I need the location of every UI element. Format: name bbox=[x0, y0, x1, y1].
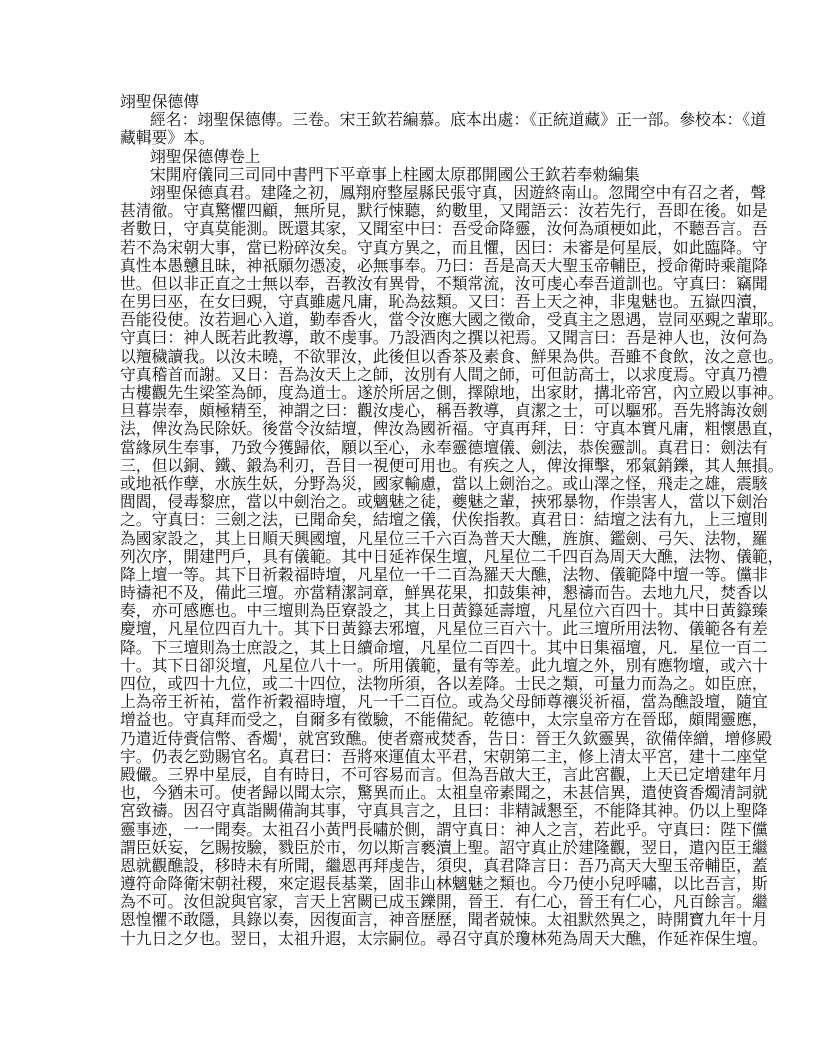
body-text-line: 守真曰：神人既若此教導，敢不虔事。乃設酒肉之撰以祀焉。又聞言曰：吾是神人也，汝何為 bbox=[120, 328, 768, 348]
body-text-line: 翊聖保德真君。建隆之初，鳳翔府整屋縣民張守真，因遊終南山。忽聞空中有召之者，聲 bbox=[150, 182, 767, 202]
body-text-line: 恩惶懼不敢隱，具錄以奏，因復面言，神音歷歷，聞者兢悚。太祖默然異之，時開寶九年十月 bbox=[120, 910, 768, 930]
body-text-line: 為國家設之，其上日順天興國壇，凡星位三千六百為普天大醮，旌旗、鑑劍、弓矢、法物，羅 bbox=[120, 528, 768, 548]
body-text-line: 甚清徹。守真驚懼四顧，無所見，默行悚聽，約數里，又聞語云：汝若先行，吾即在後。如是 bbox=[120, 201, 768, 221]
body-text-line: 宮致禱。因召守真詣闕備詢其事，守真具言之，且曰：非精誠懇至，不能降其神。仍以上聖降 bbox=[120, 801, 768, 821]
body-text-line: 或地祇作孽，水族生妖，分野為災，國家輸慮，當以上劍治之。或山澤之怪，飛走之雄，震駭 bbox=[120, 473, 768, 493]
body-text-line: 以羶穢讀我。以汝未曉，不欲罪汝，此後但以香茶及素食、鮮果為供。吾雖不食飲，汝之意也。 bbox=[120, 346, 784, 366]
body-text-line: 遵符命降衛宋朝社稷，來定遐長基業，固非山林魑魅之類也。今乃使小兒呼嘯，以比吾言，斯 bbox=[120, 874, 768, 894]
header-line: 翊聖保德傳卷上 bbox=[150, 146, 261, 166]
body-text-line: 奏，亦可感應也。中三壇則為臣寮設之，其上日黃籙延壽壇，凡星位六百四十。其中日黃籙臻 bbox=[120, 601, 768, 621]
body-text-line: 時禱祀不及，備此三壇。亦當精潔詞章，鮮異花果，扣鼓集神，懇禱而告。去地九尺，焚香以 bbox=[120, 583, 768, 603]
body-text-line: 古樓觀先生梁筌為師，度為道士。遂於所居之側，擇隙地，出家財，搆北帝宮，內立殿以事神。 bbox=[120, 383, 784, 402]
body-text-line: 為不可。汝但說與官家，言天上宮闕已成玉鑠開，晉王．有仁心，晉王有仁心，凡百餘言。繼 bbox=[120, 892, 768, 912]
document-page bbox=[120, 92, 784, 948]
body-text-line: 在男曰巫，在女曰覡，守真雖處凡庸，恥為玆類。又曰：吾上天之神，非鬼魅也。五嶽四瀆， bbox=[120, 292, 768, 312]
body-text-line: 旦暮崇奉，頗極精至，神謂之曰：觀汝虔心，稱吾教導，貞潔之士，可以驅邪。吾先將誨汝劍 bbox=[120, 401, 768, 421]
body-text-line: 者數日，守真莫能測。既還其家，又聞室中曰：吾受命降靈，汝何為頑梗如此，不聽吾言。吾 bbox=[120, 219, 768, 239]
header-line: 經名：翊聖保德傳。三卷。宋王欽若編慕。底本出處：《正統道藏》正一部。參校本：《道 bbox=[150, 110, 767, 130]
body-text-line: 殿儼。三界中星辰，自有時日，不可容易而言。但為吾啟大王，言此宮觀，上天已定增建年月 bbox=[120, 764, 768, 784]
body-text-line: 真性本愚戇且昧，神祇願勿憑凌，必無事奉。乃曰：吾是高天大聖玉帝輔臣，授命衛時乘龍降 bbox=[120, 255, 768, 275]
body-text-line: 之。守真曰：三劍之法，已聞命矣，結壇之儀，伏俟指教。真君日：結壇之法有九，上三壇則 bbox=[120, 510, 768, 530]
body-text-line: 增益也。守真拜而受之，自爾多有徵驗，不能備紀。乾德中，太宗皇帝方在晉邸，頗聞靈應， bbox=[120, 710, 768, 730]
body-text-line: 降上壇一等。其下日祈穀福時壇，凡星位一千二百為羅天大醮，法物、儀範降中壇一等。儻非 bbox=[120, 564, 768, 584]
document-title: 翊聖保德傳 bbox=[120, 92, 199, 111]
body-text-line: 十。其下日卻災壇，凡星位八十一。所用儀範，量有等差。此九壇之外，別有應物壇，或六十 bbox=[120, 655, 768, 675]
body-text-line: 也，今猶未可。使者歸以聞太宗，驚異而止。太祖皇帝素聞之，未甚信異，遣使資香燭清詞就 bbox=[120, 783, 768, 803]
body-text-line: 宇。仍表乞勁賜官名。真君曰：吾將來運值太平君，宋朝第二主，修上清太平宮，建十二座堂 bbox=[120, 746, 768, 766]
body-text-line: 世。但以非正直之士無以奉，吾教汝有異骨，不類常流，汝可虔心奉吾道訓也。守真曰：竊聞 bbox=[120, 273, 768, 293]
body-text-line: 若不為宋朝大事，當已粉碎汝矣。守真方異之，而且懼，因曰：未審是何星辰，如此臨降。守 bbox=[120, 237, 768, 257]
body-text-line: 上為帝王祈祐，當作祈穀福時壇，凡一千二百位。或為父母師尊禳災祈福，當為醮設壇，隨宜 bbox=[120, 692, 768, 712]
body-text-line: 乃遣近侍賫信幣、香燭'，就宮致醮。使者齋戒焚香，告日：晉王久欽靈異，欲備倖繒，增修殿 bbox=[120, 728, 773, 748]
body-text-line: 吾能役使。汝若迴心入道，勤奉香火，當令汝應大國之徵命，受真主之恩遇，豈同巫覡之輩耶。 bbox=[120, 310, 784, 330]
body-text-line: 當緣夙生奉事，乃致今獲歸依，願以至心，永奉靈德壇儀、劍法，恭俟靈訓。真君日：劍法有 bbox=[120, 437, 768, 457]
body-text-line: 守真稽首而謝。又日：吾為汝天上之師，汝別有人間之師，可但訪高士，以求度焉。守真乃禮 bbox=[120, 364, 768, 384]
body-text-line: 慶壇，凡星位四百九十。其下日黃籙去邪壇，凡星位三百六十。此三壇所用法物、儀範各有差 bbox=[120, 619, 768, 639]
body-text-line: 降。下三壇則為士庶設之，其上日續命壇，凡星位二百四十。其中日集福壇，凡．星位一百二 bbox=[120, 637, 768, 657]
header-line: 宋開府儀同三司同中書門下平章事上柱國太原郡開國公王欽若奉勑編集 bbox=[150, 164, 640, 184]
body-text-line: 十九日之夕也。翌日，太祖升遐，太宗嗣位。尋召守真於瓊林苑為周天大醮，作延祚保生壇。 bbox=[120, 928, 768, 948]
body-text-line: 靈事迹，一一聞奏。太祖召小黃門長嘯於側，謂守真日：神人之言，若此乎。守真曰：陛下儻 bbox=[120, 819, 768, 839]
body-text-line: 法，俾汝為民除妖。後當令汝結壇，俾汝為國祈福。守真再拜，日：守真本實凡庸，粗懷愚直， bbox=[120, 419, 784, 439]
body-text-line: 三，但以銅、鐵、鍛為利刃，吾目一視便可用也。有疾之人，俾汝揮擊，邪氣銷鑠，其人無損。 bbox=[120, 455, 784, 475]
body-text-line: 恩就觀醮設，移時未有所聞，繼恩再拜虔告，須臾，真君降言日：吾乃高天大聖玉帝輔臣，蓋 bbox=[120, 855, 768, 875]
body-text-line: 列次序，開建門戶，具有儀範。其中日延祚保生壇，凡星位二千四百為周天大醮，法物、儀範， bbox=[120, 546, 784, 566]
body-text-line: 閭閻，侵毒黎庶，當以中劍治之。或魑魅之徒，夔魅之輩，挾邪暴物，作祟害人，當以下劍治 bbox=[120, 492, 768, 512]
header-line: 藏輯要》本。 bbox=[120, 128, 215, 148]
body-text-line: 四位，或四十九位，或二十四位，法物所須，各以差降。士民之類，可量力而為之。如臣庶， bbox=[120, 674, 768, 693]
body-text-line: 謂臣妖妄，乞賜按驗，戮臣於市，勿以斯言褻瀆上聖。詔守真止於建隆觀，翌日，遣內臣王繼 bbox=[120, 837, 768, 857]
